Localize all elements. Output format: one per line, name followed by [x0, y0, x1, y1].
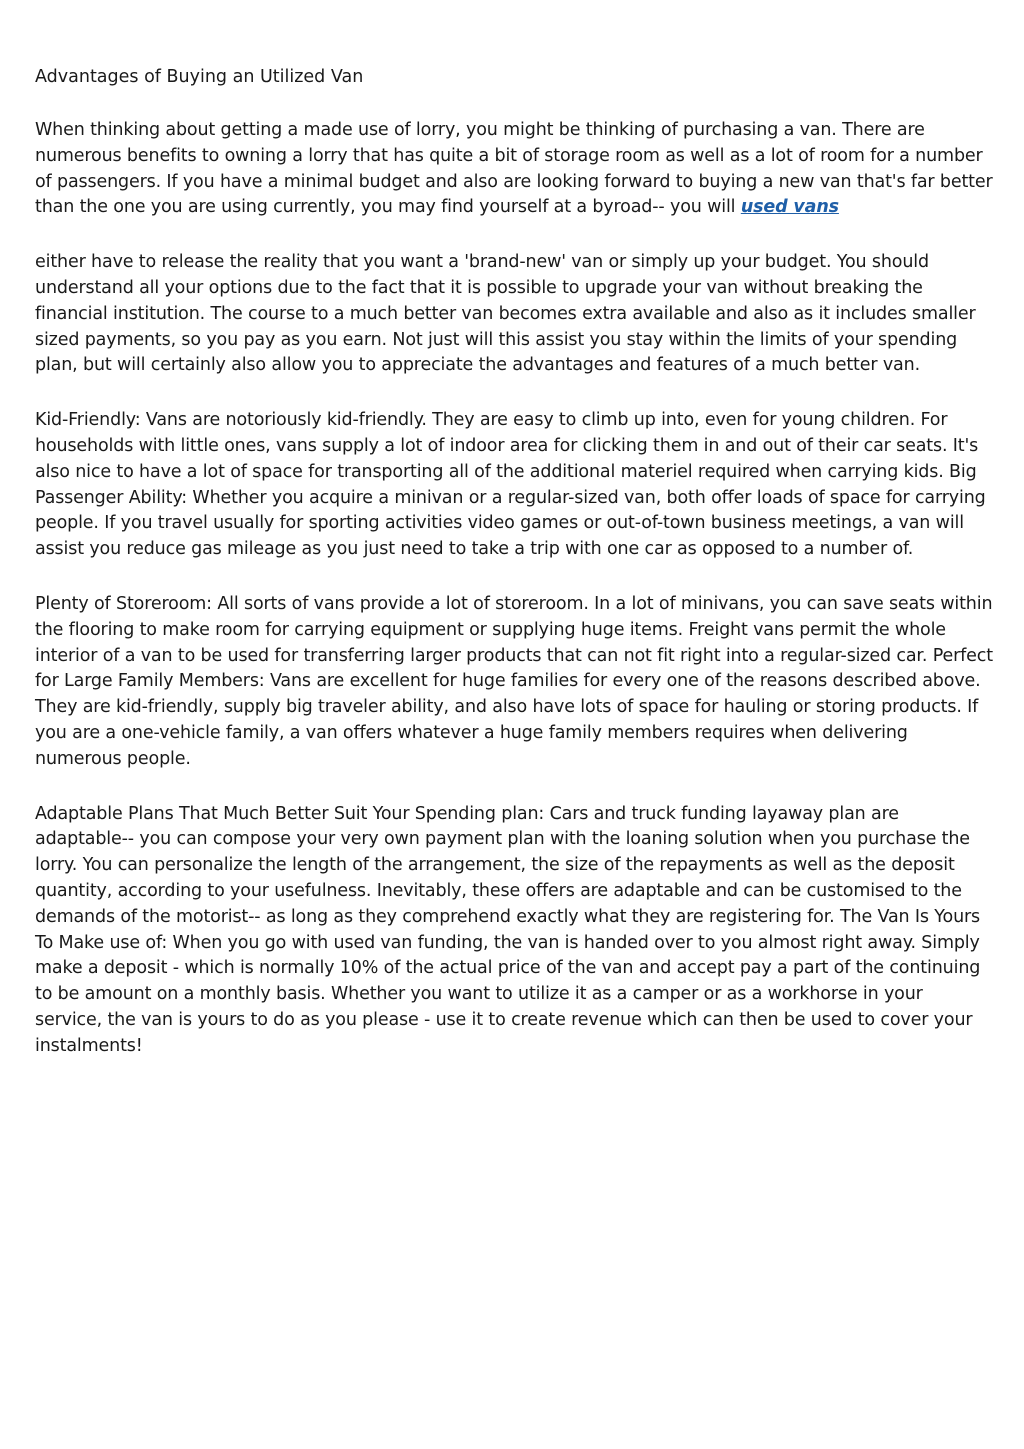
paragraph-intro [35, 118, 995, 221]
paragraph-kid-friendly: Kid-Friendly: Vans are notoriously kid-friendly. They are easy to climb up into, even for young children. For households with little ones, vans supply a lot of indoor area for clicking them in and out of their car seats. It's also nice to have a lot of space for transporting all of the additional materiel required when carrying kids. Big Passenger Ability: Whether you acquire a minivan or a regular-sized van, both offer loads of space for carrying people. If you travel usually for sporting activities video games or out-of-town business meetings, a van will assist you reduce gas mileage as you just need to take a trip with one car as opposed to a number of. [35, 410, 986, 560]
document-title: Advantages of Buying an Utilized Van [35, 67, 364, 87]
document-page [35, 64, 995, 1089]
paragraph-intro-text: When thinking about getting a made use of lorry, you might be thinking of purchasing a van. There are numerous benefits to owning a lorry that has quite a bit of storage room as well as a lot of room for a number of passengers. If you have a minimal budget and also are looking forward to buying a new van that's far better than the one you are using currently, you may find yourself at a byroad-- you will [35, 120, 993, 218]
paragraph-adaptable-plans: Adaptable Plans That Much Better Suit Your Spending plan: Cars and truck funding layaway plan are adaptable-- you can compose your very own payment plan with the loaning solution when you purchase the lorry. You can personalize the length of the arrangement, the size of the repayments as well as the deposit quantity, according to your usefulness. Inevitably, these offers are adaptable and can be customised to the demands of the motorist-- as long as they comprehend exactly what they are registering for. The Van Is Yours To Make use of: When you go with used van funding, the van is handed over to you almost right away. Simply make a deposit - which is normally 10% of the actual price of the van and accept pay a part of the continuing to be amount on a monthly basis. Whether you want to utilize it as a camper or as a workhorse in your service, the van is yours to do as you please - use it to create revenue which can then be used to cover your instalments! [35, 803, 981, 1056]
paragraph-options: either have to release the reality that you want a 'brand-new' van or simply up your budget. You should understand all your options due to the fact that it is possible to upgrade your van without breaking the financial institution. The course to a much better van becomes extra available and also as it includes smaller sized payments, so you pay as you earn. Not just will this assist you stay within the limits of your spending plan, but will certainly also allow you to appreciate the advantages and features of a much better van. [35, 252, 976, 376]
paragraph-storeroom: Plenty of Storeroom: All sorts of vans provide a lot of storeroom. In a lot of minivans, you can save seats within the flooring to make room for carrying equipment or supplying huge items. Freight vans permit the whole interior of a van to be used for transferring larger products that can not fit right into a regular-sized car. Perfect for Large Family Members: Vans are excellent for huge families for every one of the reasons described above. They are kid-friendly, supply big traveler ability, and also have lots of space for hauling or storing products. If you are a one-vehicle family, a van offers whatever a huge family members requires when delivering numerous people. [35, 593, 993, 769]
used-vans-link[interactable]: used vans [740, 197, 839, 218]
